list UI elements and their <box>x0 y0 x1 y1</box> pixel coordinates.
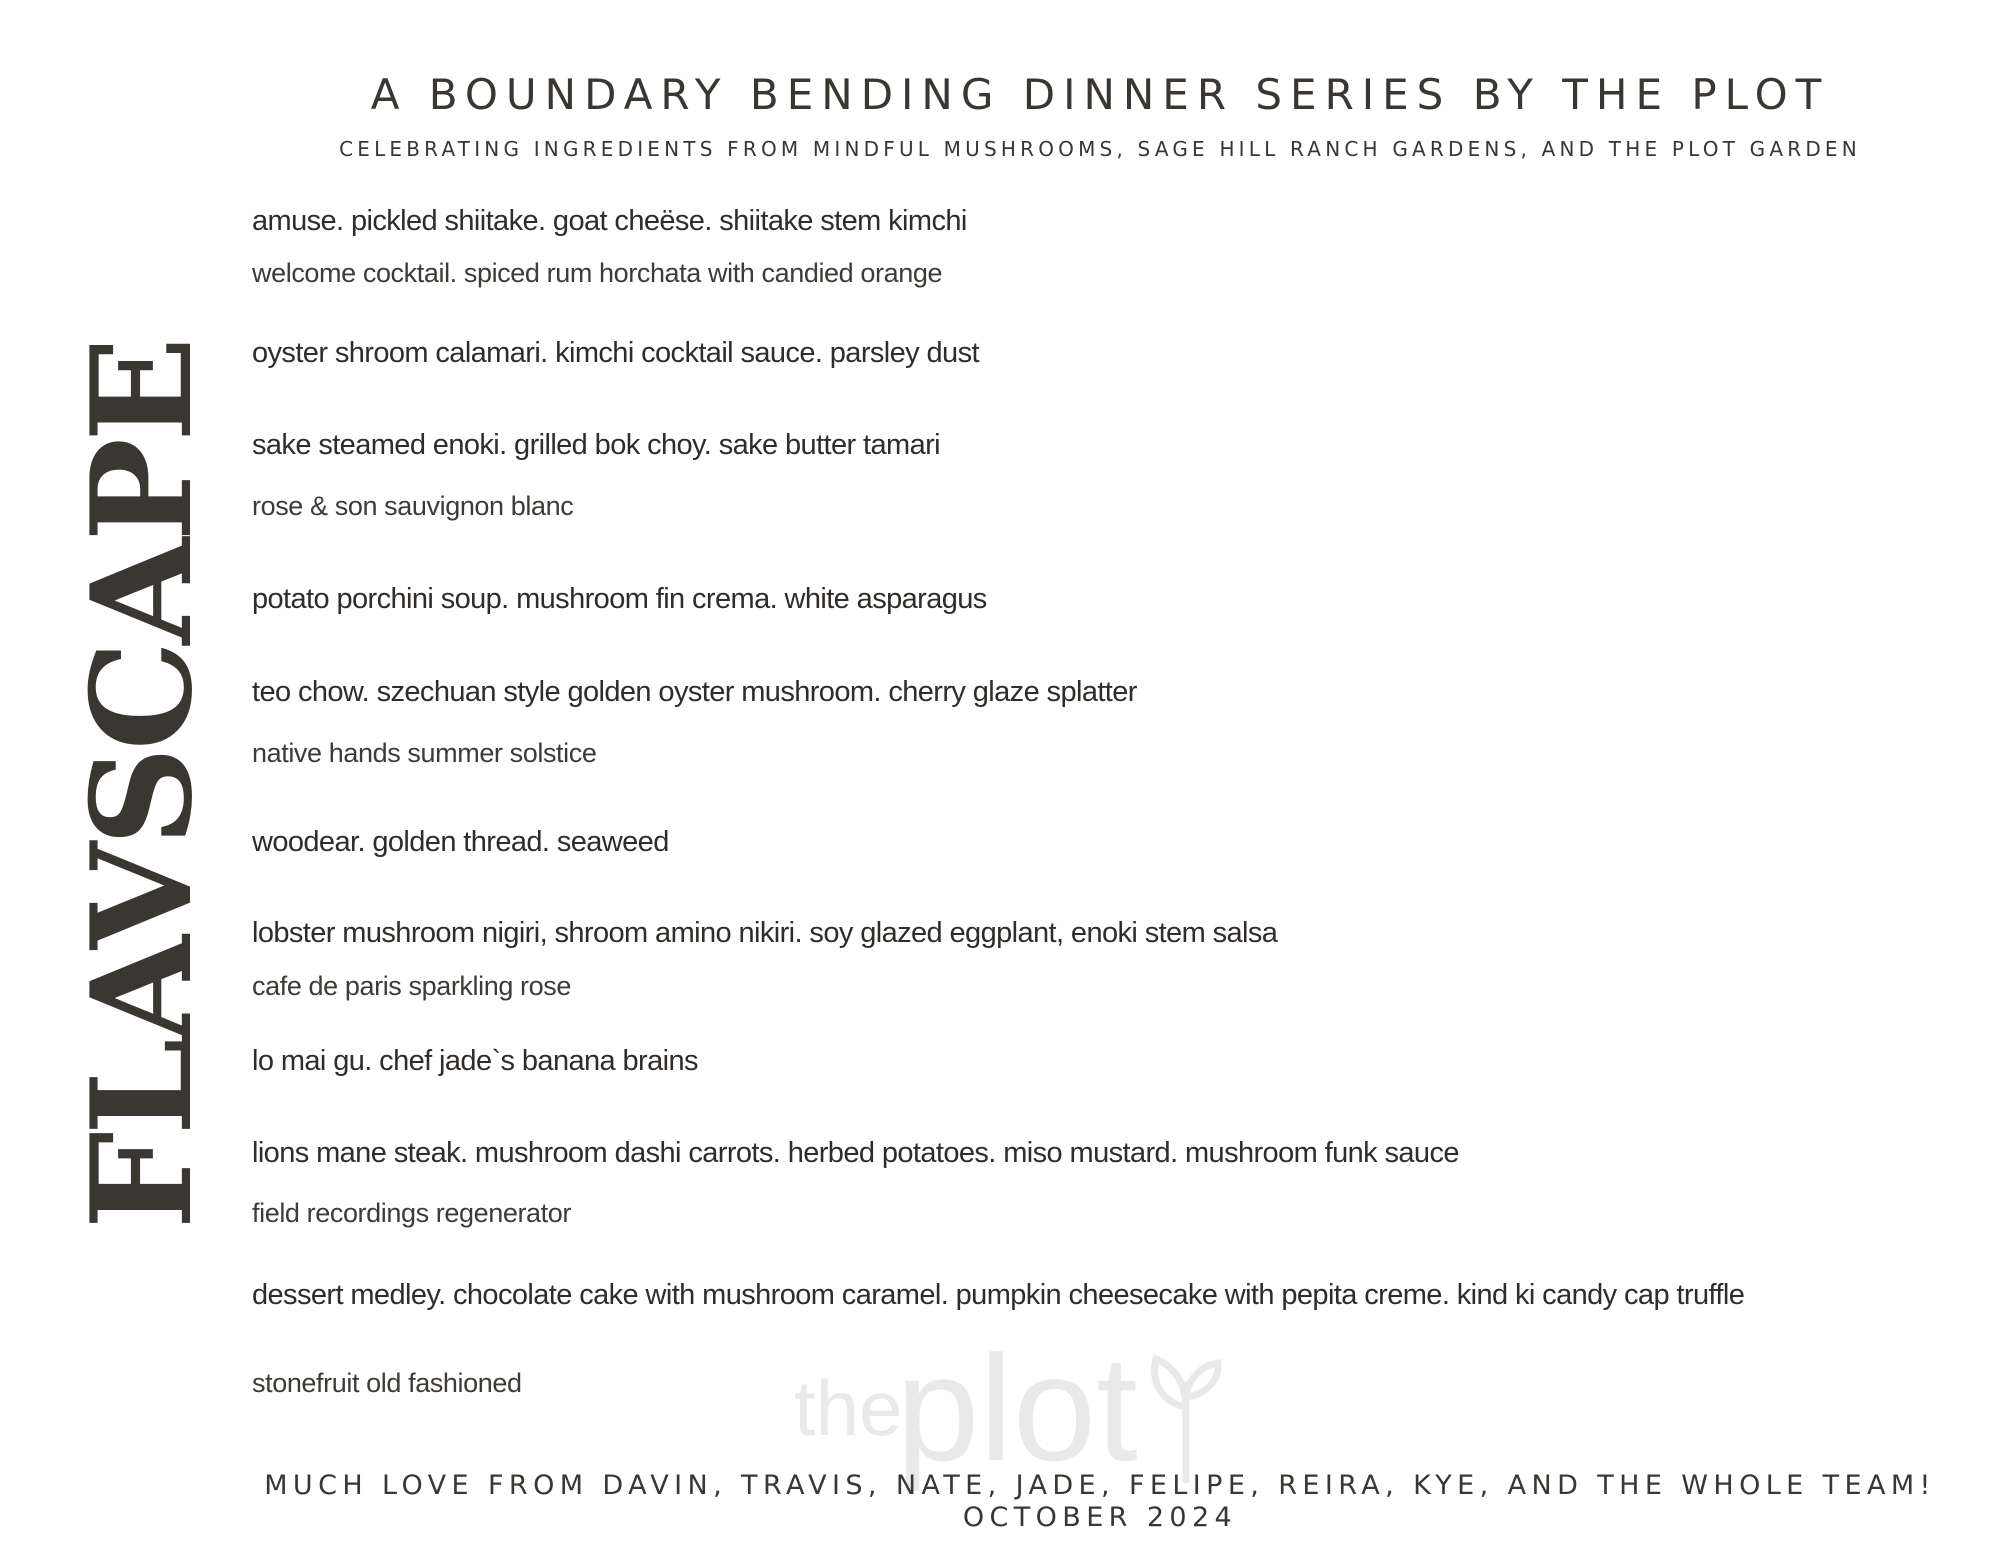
logo-plot-text: plot <box>896 1324 1138 1492</box>
page-title: A BOUNDARY BENDING DINNER SERIES BY THE PLOT <box>370 70 1830 119</box>
course-6: woodear. golden thread. seaweed <box>252 826 669 858</box>
course-1: amuse. pickled shiitake. goat cheëse. shiitake stem kimchi <box>252 205 967 237</box>
course-8: lo mai gu. chef jade`s banana brains <box>252 1045 698 1077</box>
course-2: oyster shroom calamari. kimchi cocktail sauce. parsley dust <box>252 337 979 369</box>
course-10: dessert medley. chocolate cake with mushroom caramel. pumpkin cheesecake with pepita creme. kind ki candy cap truffle <box>252 1279 1745 1311</box>
course-9: lions mane steak. mushroom dashi carrots. herbed potatoes. miso mustard. mushroom funk sauce <box>252 1137 1459 1169</box>
pairing-1: welcome cocktail. spiced rum horchata with candied orange <box>252 258 943 288</box>
course-3: sake steamed enoki. grilled bok choy. sake butter tamari <box>252 429 941 461</box>
pairing-10: stonefruit old fashioned <box>252 1368 522 1398</box>
course-4: potato porchini soup. mushroom fin crema. white asparagus <box>252 583 987 615</box>
side-title-text: FLAVSCAPE <box>60 340 223 1230</box>
logo-the-text: the <box>794 1364 903 1452</box>
side-title <box>60 105 223 1465</box>
pairing-7: cafe de paris sparkling rose <box>252 971 571 1001</box>
course-5: teo chow. szechuan style golden oyster mushroom. cherry glaze splatter <box>252 676 1137 708</box>
footer-thanks: MUCH LOVE FROM DAVIN, TRAVIS, NATE, JADE, FELIPE, REIRA, KYE, AND THE WHOLE TEAM! <box>264 1470 1936 1501</box>
sprout-icon <box>1154 1359 1218 1480</box>
footer-date: OCTOBER 2024 <box>962 1502 1238 1533</box>
course-7: lobster mushroom nigiri, shroom amino nikiri. soy glazed eggplant, enoki stem salsa <box>252 917 1278 949</box>
pairing-9: field recordings regenerator <box>252 1198 571 1228</box>
pairing-5: native hands summer solstice <box>252 738 597 768</box>
page-subtitle: CELEBRATING INGREDIENTS FROM MINDFUL MUSHROOMS, SAGE HILL RANCH GARDENS, AND THE PLOT GARDEN <box>339 137 1861 161</box>
pairing-3: rose & son sauvignon blanc <box>252 491 574 521</box>
